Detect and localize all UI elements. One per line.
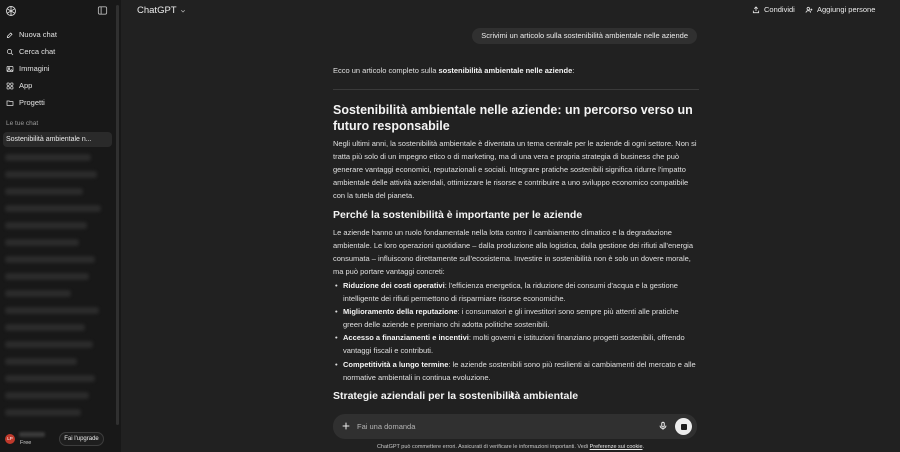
add-people-label: Aggiungi persone [817, 5, 876, 14]
chat-history-item-blurred[interactable] [5, 239, 79, 246]
apps-icon [6, 82, 14, 90]
list-item-bold: Riduzione dei costi operativi [343, 280, 445, 290]
openai-logo-icon[interactable] [5, 5, 17, 17]
stop-icon [681, 424, 687, 430]
section-heading: Strategie aziendali per la sostenibilità ambientale [333, 389, 579, 402]
chat-history-item-blurred[interactable] [5, 188, 83, 195]
article-title: Sostenibilità ambientale nelle aziende: un percorso verso un futuro responsabile [333, 103, 693, 134]
list-item-text: : i consumatori e gli investitori sono sempre più attenti alle pratiche green delle aziende e premiano chi adotta politiche sostenibili. [343, 307, 679, 330]
add-person-icon [805, 6, 813, 14]
sidebar-top [0, 0, 121, 22]
disclaimer [121, 444, 900, 450]
chat-history-item-blurred[interactable] [5, 307, 99, 314]
sidebar-nav [0, 26, 121, 111]
share-button[interactable] [752, 5, 795, 14]
intro-text: Ecco un articolo completo sulla [333, 66, 439, 75]
sidebar-item-projects[interactable] [0, 94, 121, 111]
chat-history-item-blurred[interactable] [5, 341, 93, 348]
chat-history-item-blurred[interactable] [5, 290, 71, 297]
sidebar-item-label: Immagini [19, 64, 50, 73]
plan-label: Free [20, 440, 32, 446]
composer [333, 414, 697, 439]
sidebar-item-label: Nuova chat [19, 30, 57, 39]
voice-mode-button[interactable] [675, 418, 692, 435]
list-item [333, 331, 699, 357]
chat-history-item-blurred[interactable] [5, 256, 95, 263]
sidebar-item-label: Cerca chat [19, 47, 56, 56]
chat-history-item-blurred[interactable] [5, 392, 89, 399]
list-item-text: : l'efficienza energetica, la riduzione dei consumi d'acqua e la gestione intelligente dei rifiuti permettono di risparmiare risorse economiche. [343, 280, 678, 304]
benefits-list [333, 279, 699, 384]
sidebar [0, 0, 121, 452]
chat-history-item-blurred[interactable] [5, 375, 95, 382]
list-item [333, 358, 699, 384]
list-item-text: : le aziende sostenibili sono più resilienti ai cambiamenti del mercato e alle normative ambientali in continua evoluzione. [343, 359, 696, 382]
sidebar-item-images[interactable] [0, 60, 121, 77]
chevron-down-icon [180, 8, 186, 14]
section-heading: Perché la sostenibilità è importante per le aziende [333, 208, 583, 221]
disclaimer-end: . [642, 444, 645, 450]
sidebar-scrollbar[interactable] [116, 5, 119, 425]
chat-history-item-blurred[interactable] [5, 324, 85, 331]
list-item [333, 279, 699, 305]
chat-history-item-blurred[interactable] [5, 154, 91, 161]
disclaimer-text: ChatGPT può commettere errori. Assicurati di verificare le informazioni importanti. Vedi [376, 444, 590, 450]
chat-history-item-blurred[interactable] [5, 358, 77, 365]
folder-icon [6, 99, 14, 107]
account-area[interactable] [0, 427, 121, 452]
sidebar-item-label: Progetti [19, 98, 45, 107]
prompt-input[interactable] [357, 414, 617, 439]
upgrade-button[interactable]: Fai l'upgrade [59, 432, 104, 446]
divider [333, 89, 699, 90]
chat-history-item-active[interactable]: Sostenibilità ambientale n... [3, 132, 112, 147]
top-bar [121, 0, 900, 22]
intro-suffix: : [572, 66, 575, 75]
edit-icon [6, 31, 14, 39]
share-label: Condividi [764, 5, 795, 14]
chat-history-item-blurred[interactable] [5, 205, 101, 212]
sidebar-item-apps[interactable] [0, 77, 121, 94]
assistant-message [333, 64, 699, 407]
cookie-preferences-link[interactable]: Preferenze sui cookie [589, 444, 643, 450]
list-item-bold: Competitività a lungo termine [343, 359, 449, 369]
conversation-area [121, 22, 900, 452]
scroll-down-icon[interactable] [507, 390, 516, 399]
list-item-text: : molti governi e istituzioni finanziano progetti sostenibili, offrendo vantaggi fiscali e contributi. [343, 333, 685, 356]
list-item-bold: Accesso a finanziamenti e incentivi [343, 333, 469, 343]
intro-bold: sostenibilità ambientale nelle aziende [438, 66, 573, 75]
image-icon [6, 65, 14, 73]
chat-history-item-blurred[interactable] [5, 222, 87, 229]
sidebar-item-new-chat[interactable] [0, 26, 121, 43]
user-name-blurred [19, 432, 45, 437]
user-message-bubble: Scrivimi un articolo sulla sostenibilità ambientale nelle aziende [472, 28, 697, 44]
article-paragraph: Negli ultimi anni, la sostenibilità ambientale è diventata un tema centrale per le aziende di ogni settore. Non si tratta più solo di un impegno etico o di marketing, ma di una vera e propria strategia di business che può generare vantaggi economici, reputazionali e sociali. Integrare pratiche sostenibili significa ridurre l'impatto ambientale delle attività aziendali, ottimizzare le risorse e contribuire a uno sviluppo economico compatibile con la tutela del pianeta. [333, 139, 697, 201]
chats-section-label: Le tue chat [6, 120, 39, 127]
share-icon [752, 6, 760, 14]
chat-history-item-blurred[interactable] [5, 409, 81, 416]
microphone-icon[interactable] [658, 421, 668, 431]
plus-icon[interactable] [341, 421, 351, 431]
add-people-button[interactable] [805, 5, 875, 14]
list-item-bold: Miglioramento della reputazione [343, 307, 458, 317]
article-paragraph: Le aziende hanno un ruolo fondamentale nella lotta contro il cambiamento climatico e la degradazione ambientale. Le loro operazioni quotidiane – dalla produzione alla logistica, dalla gestione dei rifiuti all'energia consumata – influiscono direttamente sull'ecosistema. Investire in sostenibilità non è solo un dovere morale, ma può portare vantaggi concreti: [333, 227, 693, 276]
avatar[interactable]: LP [5, 434, 15, 444]
model-name: ChatGPT [137, 5, 177, 16]
chat-history-item-blurred[interactable] [5, 171, 97, 178]
chat-history-item-blurred[interactable] [5, 273, 89, 280]
toggle-sidebar-icon[interactable] [97, 5, 108, 16]
sidebar-item-search-chat[interactable] [0, 43, 121, 60]
list-item [333, 305, 699, 331]
search-icon [6, 48, 14, 56]
model-selector[interactable] [137, 5, 186, 16]
intro-paragraph [333, 64, 699, 77]
sidebar-item-label: App [19, 81, 33, 90]
